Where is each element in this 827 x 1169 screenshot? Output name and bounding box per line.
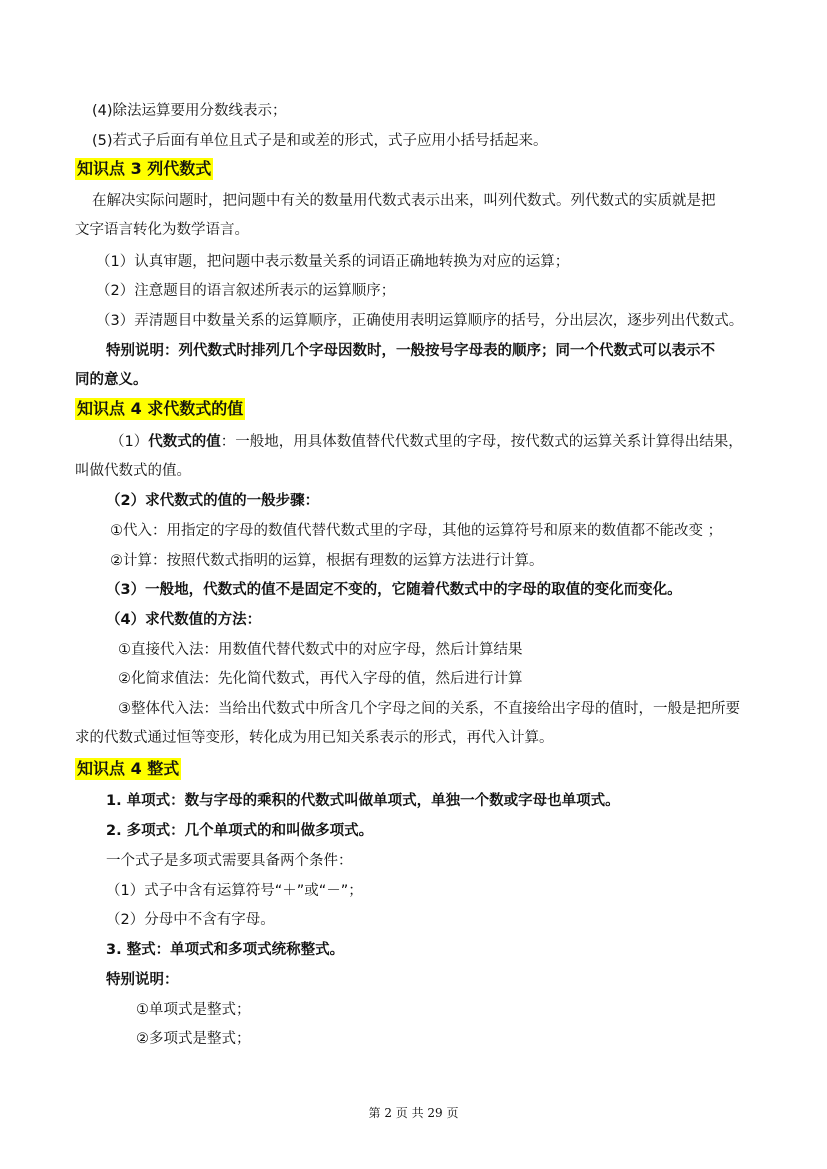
text-line: ②计算：按照代数式指明的运算，根据有理数的运算方法进行计算。 bbox=[110, 553, 544, 569]
text-line: ①直接代入法：用数值代替代数式中的对应字母，然后计算结果 bbox=[118, 642, 523, 658]
text-line: ②化简求值法：先化简代数式，再代入字母的值，然后进行计算 bbox=[118, 671, 523, 687]
text-line: (4)除法运算要用分数线表示； bbox=[92, 103, 287, 119]
text-line: 一个式子是多项式需要具备两个条件： bbox=[106, 853, 353, 869]
text-line: 叫做代数式的值。 bbox=[75, 463, 191, 479]
note-line: 同的意义。 bbox=[75, 372, 148, 388]
text-line: 3. 整式：单项式和多项式统称整式。 bbox=[106, 942, 345, 958]
text-line: 1. 单项式：数与字母的乘积的代数式叫做单项式，单独一个数或字母也单项式。 bbox=[106, 793, 620, 809]
text-line: （2）注意题目的语言叙述所表示的运算顺序； bbox=[96, 283, 396, 299]
text-line: ③整体代入法：当给出代数式中所含几个字母之间的关系，不直接给出字母的值时，一般是把所要 bbox=[118, 701, 740, 717]
text-line: （1）认真审题，把问题中表示数量关系的词语正确地转换为对应的运算； bbox=[96, 254, 570, 270]
text-line: ②多项式是整式； bbox=[136, 1031, 251, 1047]
text-line: ①单项式是整式； bbox=[136, 1002, 251, 1018]
text-line: 文字语言转化为数学语言。 bbox=[75, 222, 249, 238]
term: 代数式的值 bbox=[148, 434, 221, 450]
text-line: (5)若式子后面有单位且式子是和或差的形式，式子应用小括号括起来。 bbox=[92, 133, 548, 149]
text-line: （2）求代数式的值的一般步骤： bbox=[106, 493, 320, 509]
note-line: 特别说明：列代数式时排列几个字母因数时，一般按号字母表的顺序；同一个代数式可以表示不 bbox=[106, 343, 715, 359]
text-line: 求的代数式通过恒等变形，转化成为用已知关系表示的形式，再代入计算。 bbox=[75, 730, 554, 746]
section-heading: 知识点 4 求代数式的值 bbox=[77, 399, 244, 418]
text-line bbox=[110, 432, 743, 452]
text-line: 在解决实际问题时，把问题中有关的数量用代数式表示出来，叫列代数式。列代数式的实质就是把 bbox=[92, 193, 716, 209]
page-footer: 第 2 页 共 29 页 bbox=[368, 1106, 459, 1120]
text-line: ①代入：用指定的字母的数值代替代数式里的字母，其他的运算符号和原来的数值都不能改变 ； bbox=[110, 523, 723, 539]
section-heading: 知识点 4 整式 bbox=[77, 759, 180, 778]
text-line: （3）弄清题目中数量关系的运算顺序，正确使用表明运算顺序的括号，分出层次，逐步列出代数式。 bbox=[96, 313, 744, 329]
text-line: （1）式子中含有运算符号“＋”或“－”； bbox=[106, 883, 363, 899]
text-line: （2）分母中不含有字母。 bbox=[106, 912, 275, 928]
text-line: （4）求代数值的方法： bbox=[106, 612, 262, 628]
item-number: （1） bbox=[110, 434, 149, 450]
section-heading: 知识点 3 列代数式 bbox=[77, 159, 212, 178]
text-line: （3）一般地，代数式的值不是固定不变的，它随着代数式中的字母的取值的变化而变化。 bbox=[106, 582, 682, 598]
text-line: 2. 多项式：几个单项式的和叫做多项式。 bbox=[106, 823, 374, 839]
text-line: 特别说明： bbox=[106, 972, 179, 988]
definition: ：一般地，用具体数值替代代数式里的字母，按代数式的运算关系计算得出结果， bbox=[220, 434, 743, 450]
